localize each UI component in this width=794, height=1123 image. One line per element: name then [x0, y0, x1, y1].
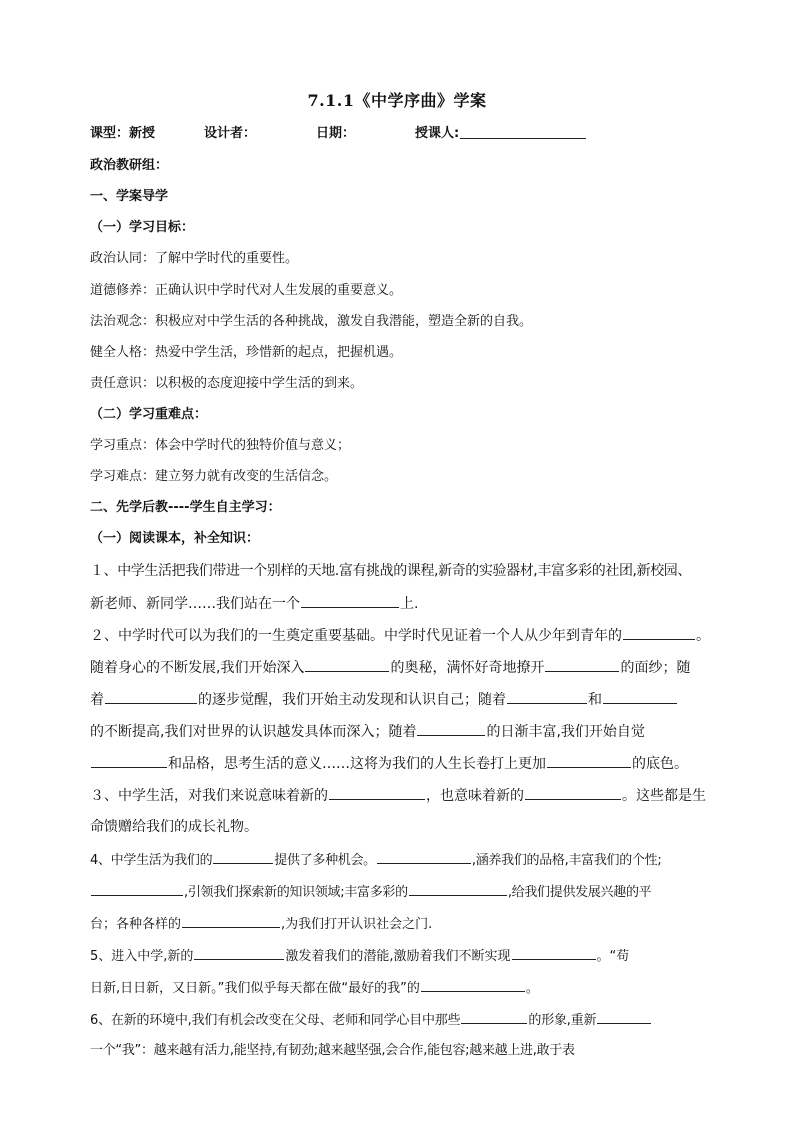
answer-blank[interactable] [507, 690, 587, 704]
goals-title: （一）学习目标： [90, 220, 195, 235]
question-4-line-3: 台；各种各样的 ,为我们打开认识社会之门. [90, 914, 706, 934]
section-2-title: 二、先学后教----学生自主学习： [90, 500, 281, 515]
question-3-line-1: ３、中学生活，对我们来说意味着新的 ，也意味着新的 。这些都是生 [90, 788, 706, 804]
lesson-type: 课型：新授 [90, 126, 156, 141]
question-2-line-5: 和品格，思考生活的意义……这将为我们的人生长卷打上更加 的底色。 [90, 754, 706, 773]
answer-blank[interactable] [194, 946, 284, 960]
answer-blank[interactable] [525, 786, 621, 800]
question-2-line-3: 着 的逐步觉醒，我们开始主动发现和认识自己；随着 和 [90, 690, 706, 709]
answer-blank[interactable] [421, 978, 525, 992]
key-point: 学习重点：体会中学时代的独特价值与意义； [90, 438, 351, 453]
header-row [90, 125, 706, 143]
answer-blank[interactable] [545, 658, 619, 672]
answer-blank[interactable] [547, 754, 631, 768]
question-5-line-2: 日新,日日新，又日新。”我们似乎每天都在做“最好的我”的 。 [90, 978, 706, 998]
section-1-title: 一、学案导学 [90, 189, 169, 204]
answer-blank[interactable] [329, 786, 425, 800]
answer-blank[interactable] [105, 690, 197, 704]
answer-blank[interactable] [91, 754, 167, 768]
answer-blank[interactable] [461, 1010, 527, 1024]
question-5-line-1: 5、进入中学,新的 激发着我们的潜能,激励着我们不断实现 。“苟 [90, 946, 706, 966]
question-1-line-2: 新老师、新同学……我们站在一个 上. [90, 596, 419, 612]
designer-label: 设计者： [204, 126, 257, 141]
goal-item: 道德修养：正确认识中学时代对人生发展的重要意义。 [90, 283, 403, 298]
answer-blank[interactable] [91, 882, 183, 896]
date-label: 日期： [316, 126, 356, 141]
reading-title: （一）阅读课本，补全知识： [90, 531, 260, 546]
group-label: 政治教研组： [90, 158, 169, 173]
answer-blank[interactable] [512, 946, 596, 960]
answer-blank[interactable] [417, 722, 485, 736]
teacher-label: 授课人: [415, 125, 459, 143]
question-6-line-2: 一个“我”：越来越有活力,能坚持,有韧劲;越来越坚强,会合作,能包容;越来越上进,敢于表 [90, 1043, 575, 1058]
question-3-line-2: 命馈赠给我们的成长礼物。 [90, 819, 258, 835]
question-2-line-2: 随着身心的不断发展,我们开始深入 的奥秘，满怀好奇地撩开 的面纱；随 [90, 660, 691, 676]
answer-blank[interactable] [305, 658, 389, 672]
question-1-line-1: １、中学生活把我们带进一个别样的天地.富有挑战的课程,新奇的实验器材,丰富多彩的社团,新校园、 [90, 563, 691, 579]
question-6-line-1: 6、在新的环境中,我们有机会改变在父母、老师和同学心目中那些 的形象,重新 [90, 1010, 706, 1030]
goal-item: 法治观念：积极应对中学生活的各种挑战，激发自我潜能，塑造全新的自我。 [90, 314, 533, 329]
answer-blank[interactable] [377, 850, 471, 864]
answer-blank[interactable] [597, 1010, 651, 1024]
difficult-point: 学习难点：建立努力就有改变的生活信念。 [90, 469, 338, 484]
teacher-blank[interactable] [460, 125, 586, 139]
answer-blank[interactable] [623, 626, 695, 640]
answer-blank[interactable] [409, 882, 507, 896]
page-title: 7.1.1《中学序曲》学案 [307, 91, 487, 110]
question-2-line-4: 的不断提高,我们对世界的认识越发具体而深入；随着 的日渐丰富,我们开始自觉 [90, 724, 645, 740]
goal-item: 政治认同：了解中学时代的重要性。 [90, 251, 299, 266]
question-4-line-2: ,引领我们探索新的知识领域;丰富多彩的 ,给我们提供发展兴趣的平 [90, 882, 706, 902]
answer-blank[interactable] [301, 594, 399, 608]
answer-blank[interactable] [603, 690, 677, 704]
answer-blank[interactable] [213, 850, 273, 864]
goal-item: 健全人格：热爱中学生活，珍惜新的起点，把握机遇。 [90, 345, 403, 360]
goal-item: 责任意识：以积极的态度迎接中学生活的到来。 [90, 376, 364, 391]
question-2-line-1: ２、中学时代可以为我们的一生奠定重要基础。中学时代见证着一个人从少年到青年的 。 [90, 628, 710, 644]
key-points-title: （二）学习重难点： [90, 407, 208, 422]
answer-blank[interactable] [182, 914, 280, 928]
question-4-line-1: 4、中学生活为我们的 提供了多种机会。 ,涵养我们的品格,丰富我们的个性; [90, 850, 706, 870]
